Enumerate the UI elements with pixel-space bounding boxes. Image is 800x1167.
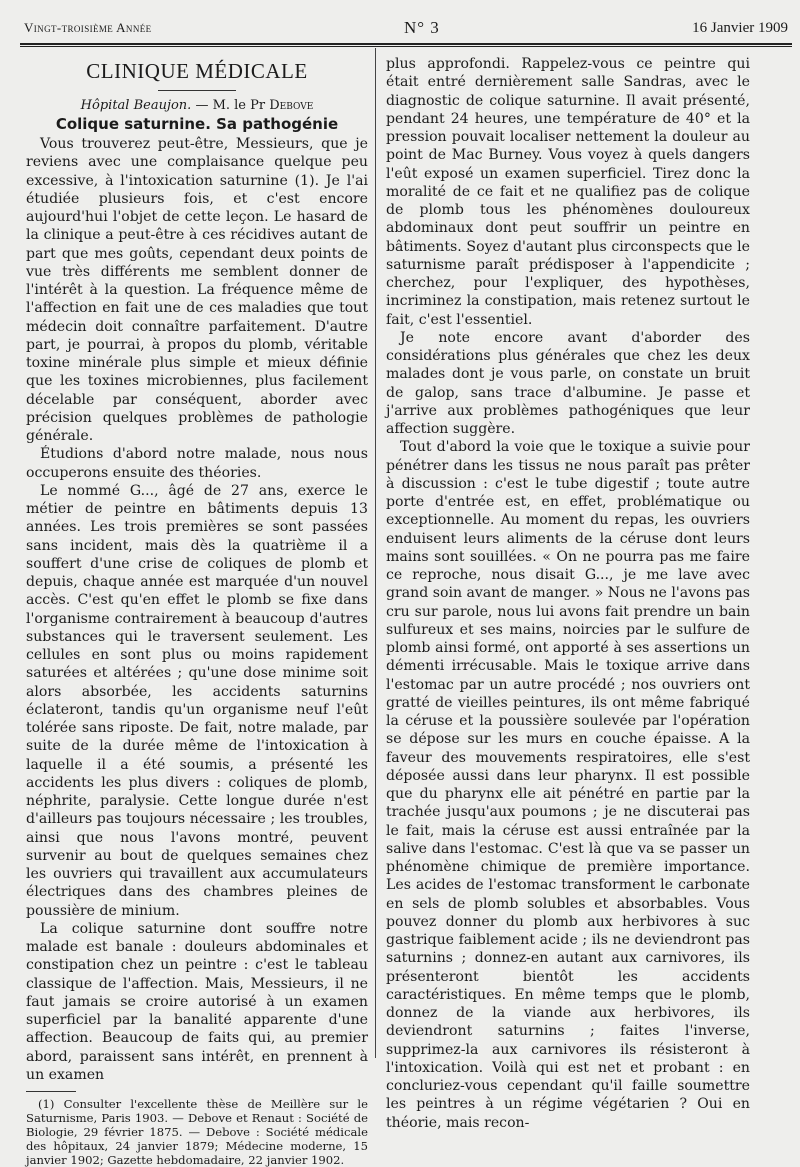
paragraph: La colique saturnine dont souffre notre malade est banale : douleurs abdominales et constipation chez un peintre : c'est le tableau classique de l'affection. Mais, Messieurs, il ne faut jamais se croire autorisé à un examen superficiel par la banalité apparente d'une affection. Beaucoup de faits qui, au premier abord, paraissent sans intérêt, en prennent à un examen — [26, 920, 368, 1083]
title-rule — [158, 90, 236, 91]
left-column — [26, 55, 368, 1167]
byline-prefix: — M. le Pr — [191, 98, 270, 113]
volume-year: Vingt-troisième Année — [24, 20, 152, 35]
section-title: CLINIQUE MÉDICALE — [86, 59, 308, 83]
header-rule — [20, 43, 792, 47]
footnote-rule — [26, 1091, 76, 1092]
paragraph: plus approfondi. Rappelez-vous ce peintre qui était entré dernièrement salle Sandras, avec le diagnostic de colique saturnine. Il avait présenté, pendant 24 heures, une température de 40° et la pression pouvait localiser nettement la douleur au point de Mac Burney. Vous voyez à quels dangers l'eût exposé un examen superficiel. Tirez donc la moralité de ce fait et ne qualifiez pas de colique de plomb tous les phénomènes douloureux abdominaux dont peut souffrir un peintre en bâtiments. Soyez d'autant plus circonspects que le saturnisme paraît prédisposer à l'appendicite ; cherchez, pour l'expliquer, des hypothèses, incriminez la constipation, mais retenez surtout le fait, c'est l'essentiel. — [386, 56, 750, 328]
byline — [26, 97, 368, 114]
footnote: (1) Consulter l'excellente thèse de Meillère sur le Saturnisme, Paris 1903. — Debove et Renaut : Société de Biologie, 29 février 1875. — Debove : Société médicale des hôpitaux, 24 janvier 1879; Médecine moderne, 15 janvier 1902; Gazette hebdomadaire, 22 janvier 1902. — [26, 1097, 368, 1167]
issue-date: 16 Janvier 1909 — [692, 19, 788, 36]
article-title: Colique saturnine. Sa pathogénie — [55, 115, 339, 133]
right-column — [386, 55, 750, 1132]
paragraph: Tout d'abord la voie que le toxique a suivie pour pénétrer dans les tissus ne nous paraît pas prêter à discussion : c'est le tube digestif ; toute autre porte d'entrée est, en effet, problématique ou exceptionnelle. Au moment du repas, les ouvriers enduisent leurs aliments de la céruse dont leurs mains sont souillées. « On ne pourra pas me faire ce reproche, nous disait G..., je me lave avec grand soin avant de manger. » Nous ne l'avons pas cru sur parole, nous lui avons fait prendre un bain sulfureux et ses mains, noircies par le sulfure de plomb ainsi formé, ont apporté à ses assertions un démenti irrécusable. Mais le toxique arrive dans l'estomac par un autre procédé ; nos ouvriers ont gratté de vieilles peintures, ils ont même fabriqué la céruse et la poussière soulevée par l'opération se dépose sur les murs en couche épaisse. A la faveur des mouvements respiratoires, elle s'est déposée aussi dans leur pharynx. Il est possible que du pharynx elle ait pénétré en partie par la trachée jusqu'aux poumons ; je ne discuterai pas le fait, mais la céruse est aussi entraînée par la salive dans l'estomac. C'est là que va se passer un phénomène chimique de première importance. Les acides de l'estomac transforment le carbonate en sels de plomb solubles et absorbables. Vous pouvez donner du plomb aux herbivores à suc gastrique faiblement acide ; ils ne deviendront pas saturnins ; donnez-en autant aux carnivores, ils présenteront bientôt les accidents caractéristiques. En même temps que le plomb, donnez de la viande aux herbivores, ils deviendront saturnins ; faites l'inverse, supprimez-la aux carnivores ils résisteront à l'intoxication. Voilà qui est net et probant : en concluriez-vous cependant qu'il faille soumettre les peintres à un régime végétarien ? Oui en théorie, mais recon- — [386, 439, 750, 1131]
byline-place: Hôpital Beaujon. — [80, 98, 192, 113]
paragraph: Le nommé G..., âgé de 27 ans, exerce le métier de peintre en bâtiments depuis 13 années. Les trois premières se sont passées sans incident, mais dès la quatrième il a souffert d'une crise de coliques de plomb et depuis, chaque année est marquée d'un nouvel accès. C'est qu'en effet le plomb se fixe dans l'organisme contrairement à beaucoup d'autres substances qui le traversent seulement. Les cellules en sont plus ou moins rapidement saturées et altérées ; qu'une dose minime soit alors absorbée, les accidents saturnins éclateront, tandis qu'un organisme neuf l'eût tolérée sans riposte. De fait, notre malade, par suite de la durée même de l'intoxication à laquelle il a été soumis, a présenté les accidents les plus divers : coliques de plomb, néphrite, paralysie. Cette longue durée n'est d'ailleurs pas toujours nécessaire ; les troubles, ainsi que nous l'avons montré, peuvent survenir au bout de quelques semaines chez les ouvriers qui travaillent aux accumulateurs électriques dans des chambres pleines de poussière de minium. — [26, 482, 368, 919]
byline-author: Debove — [269, 98, 314, 113]
paragraph: Je note encore avant d'aborder des considérations plus générales que chez les deux malades dont je vous parle, on constate un bruit de galop, sans trace d'albumine. Je passe et j'arrive aux problèmes pathogéniques que leur affection suggère. — [386, 329, 750, 437]
running-header — [24, 17, 788, 39]
footnotes — [26, 1097, 368, 1167]
column-divider — [375, 48, 376, 1058]
paragraph: Étudions d'abord notre malade, nous nous occuperons ensuite des théories. — [26, 446, 368, 481]
issue-number: N° 3 — [403, 18, 440, 37]
paragraph: Vous trouverez peut-être, Messieurs, que je reviens avec une complaisance quelque peu excessive, à l'intoxication saturnine (1). Je l'ai étudiée plusieurs fois, et c'est encore aujourd'hui l'objet de cette leçon. Le hasard de la clinique a peut-être à ces récidives autant de part que mes goûts, cependant deux points de vue très différents me semblent donner de l'intérêt à la question. La fréquence même de l'affection en fait une de ces maladies que tout médecin doit connaître parfaitement. D'autre part, je pourrai, à propos du plomb, véritable toxine minérale plus simple et mieux définie que les toxines microbiennes, plus facilement décelable par conséquent, aborder avec précision quelques problèmes de pathologie générale. — [26, 136, 368, 444]
